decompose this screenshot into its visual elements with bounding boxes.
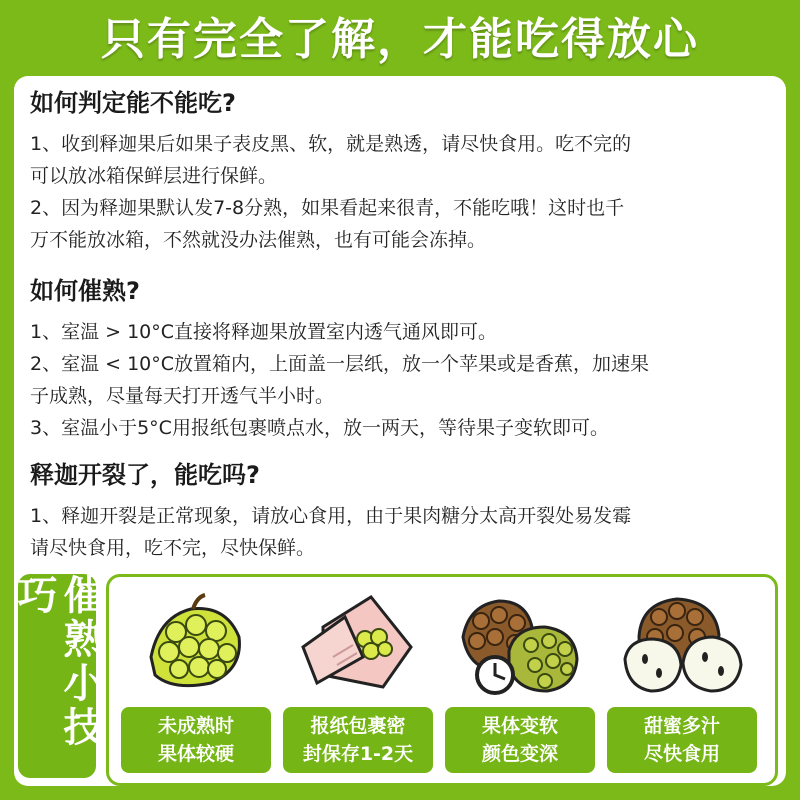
ripening-line-3: 子成熟，尽量每天打开透气半小时。 [30,385,335,407]
cracked-line-2: 请尽快食用，吃不完，尽快保鲜。 [30,537,316,559]
newspaper-wrap-icon [293,587,423,699]
cracked-line-1: 1、释迦开裂是正常现象，请放心食用，由于果肉糖分太高开裂处易发霉 [30,505,632,527]
tips-box [106,574,778,786]
ripening-clock-icon [455,587,585,699]
tip-label-wrap: 报纸包裹密 封保存1-2天 [283,707,433,773]
tip-card-sweet [607,587,757,773]
ripening-line-1: 1、室温 > 10°C直接将释迦果放置室内透气通风即可。 [30,321,498,343]
section-heading-cracked: 释迦开裂了，能吃吗? [30,458,268,492]
unripe-fruit-icon [131,587,261,699]
tips-side-label: 催熟小技巧 [18,574,96,778]
edibility-line-4: 万不能放冰箱，不然就没办法催熟，也有可能会冻掉。 [30,229,487,251]
tip-label-soften: 果体变软 颜色变深 [445,707,595,773]
edibility-line-1: 1、收到释迦果后如果子表皮黑、软，就是熟透，请尽快食用。吃不完的 [30,133,632,155]
ripening-line-2: 2、室温 < 10°C放置箱内，上面盖一层纸，放一个苹果或是香蕉，加速果 [30,353,650,375]
tip-label-sweet: 甜蜜多汁 尽快食用 [607,707,757,773]
section-heading-edibility: 如何判定能不能吃? [30,86,244,120]
tip-card-unripe [121,587,271,773]
ripening-line-4: 3、室温小于5°C用报纸包裹喷点水，放一两天，等待果子变软即可。 [30,417,609,439]
page-title: 只有完全了解，才能吃得放心 [101,14,699,65]
section-heading-ripening: 如何催熟? [30,274,148,308]
tip-label-unripe: 未成熟时 果体较硬 [121,707,271,773]
tip-card-soften [445,587,595,773]
edibility-line-3: 2、因为释迦果默认发7-8分熟，如果看起来很青，不能吃哦！这时也千 [30,197,625,219]
cut-fruit-icon [617,587,747,699]
tip-card-wrap [283,587,433,773]
edibility-line-2: 可以放冰箱保鲜层进行保鲜。 [30,165,278,187]
